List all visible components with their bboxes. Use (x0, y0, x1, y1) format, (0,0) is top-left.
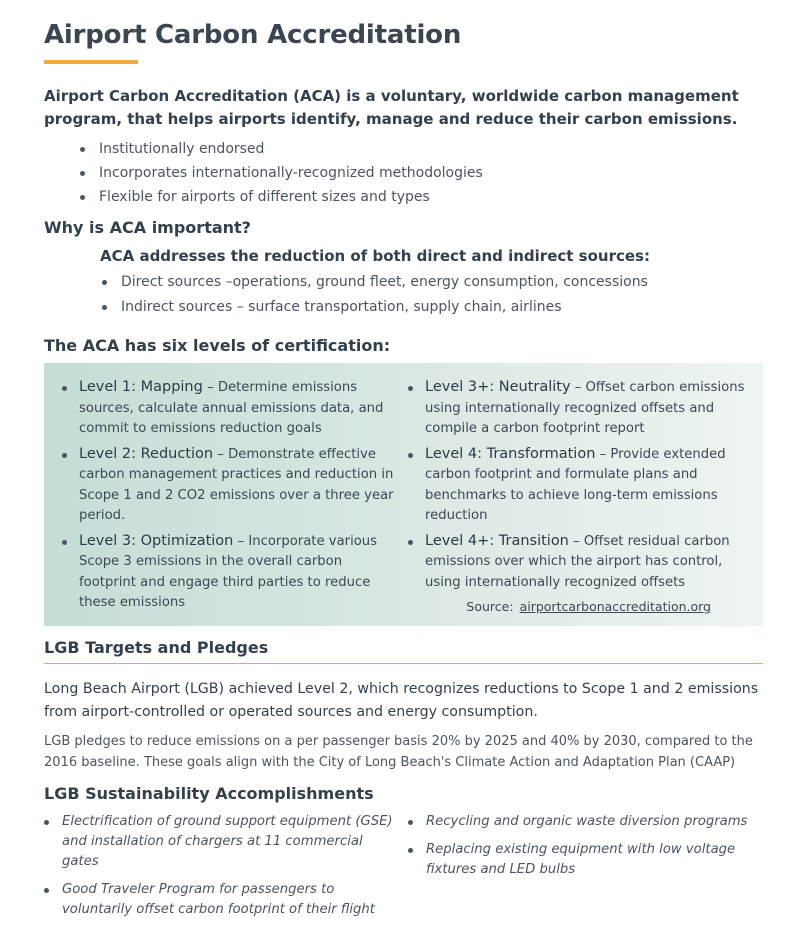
accomplishments-right-list (408, 812, 748, 888)
level-description: – Offset carbon emissions using internationally recognized offsets and compile a carbon footprint report (425, 380, 745, 436)
section-divider (44, 663, 763, 664)
why-heading: Why is ACA important? (44, 218, 251, 237)
list-item: Flexible for airports of different sizes and types (80, 185, 730, 209)
list-item: Electrification of ground support equipment (GSE) and installation of chargers at 11 commercial gates (44, 812, 394, 872)
level-item (407, 377, 747, 440)
source-citation (466, 599, 711, 614)
accomplishments-heading: LGB Sustainability Accomplishments (44, 784, 374, 803)
certification-levels-panel (44, 363, 763, 626)
source-bullet-list (102, 270, 752, 320)
pledges-paragraph: LGB pledges to reduce emissions on a per passenger basis 20% by 2025 and 40% by 2030, compared to the 2016 baseline. These goals align with the City of Long Beach's Climate Action and Adaptation Plan (CAAP) (44, 734, 753, 770)
title-underline (44, 60, 138, 64)
level-item (61, 531, 401, 614)
list-item: Direct sources –operations, ground fleet, energy consumption, concessions (102, 270, 752, 295)
level-name: Level 3+: Neutrality (425, 379, 571, 395)
source-link[interactable]: airportcarbonaccreditation.org (519, 599, 711, 614)
level-name: Level 4+: Transition (425, 532, 569, 549)
level-name: Level 1: Mapping (79, 379, 203, 395)
level-item (61, 444, 401, 527)
level-description: – Incorporate various Scope 3 emissions in the overall carbon footprint and engage third parties to reduce these emissions (79, 533, 378, 610)
intro-bullet-list (80, 137, 730, 209)
list-item: Recycling and organic waste diversion programs (408, 812, 748, 832)
level-name: Level 4: Transformation (425, 445, 596, 462)
intro-paragraph: Airport Carbon Accreditation (ACA) is a voluntary, worldwide carbon management program, that helps airports identify, manage and reduce their carbon emissions. (44, 87, 739, 128)
levels-left-column (61, 377, 401, 618)
level-item (61, 377, 401, 440)
achieved-paragraph: Long Beach Airport (LGB) achieved Level 2, which recognizes reductions to Scope 1 and 2 emissions from airport-controlled or operated sources and energy consumption. (44, 681, 759, 720)
source-label: Source: (466, 599, 514, 614)
list-item: Replacing existing equipment with low voltage fixtures and LED bulbs (408, 840, 748, 880)
list-item: Good Traveler Program for passengers to voluntarily offset carbon footprint of their flight (44, 880, 394, 920)
list-item: Incorporates internationally-recognized methodologies (80, 161, 730, 185)
list-item: Indirect sources – surface transportation, supply chain, airlines (102, 295, 752, 320)
level-description: – Provide extended carbon footprint and formulate plans and benchmarks to achieve long-term emissions reduction (425, 446, 726, 523)
level-name: Level 2: Reduction (79, 445, 214, 462)
list-item: Institutionally endorsed (80, 137, 730, 161)
page-title: Airport Carbon Accreditation (44, 20, 462, 50)
levels-right-column (407, 377, 747, 597)
level-description: – Determine emissions sources, calculate annual emissions data, and commit to emissions reduction goals (79, 380, 384, 436)
addresses-subheading: ACA addresses the reduction of both direct and indirect sources: (100, 247, 650, 265)
level-name: Level 3: Optimization (79, 532, 234, 549)
lgb-targets-heading: LGB Targets and Pledges (44, 638, 269, 657)
level-description: – Offset residual carbon emissions over which the airport has control, using internationally recognized offsets (425, 533, 730, 590)
level-item (407, 444, 747, 527)
level-description: – Demonstrate effective carbon management practices and reduction in Scope 1 and 2 CO2 emissions over a three year period. (79, 446, 394, 523)
levels-heading: The ACA has six levels of certification: (44, 336, 391, 355)
level-item (407, 531, 747, 594)
accomplishments-left-list (44, 812, 394, 928)
